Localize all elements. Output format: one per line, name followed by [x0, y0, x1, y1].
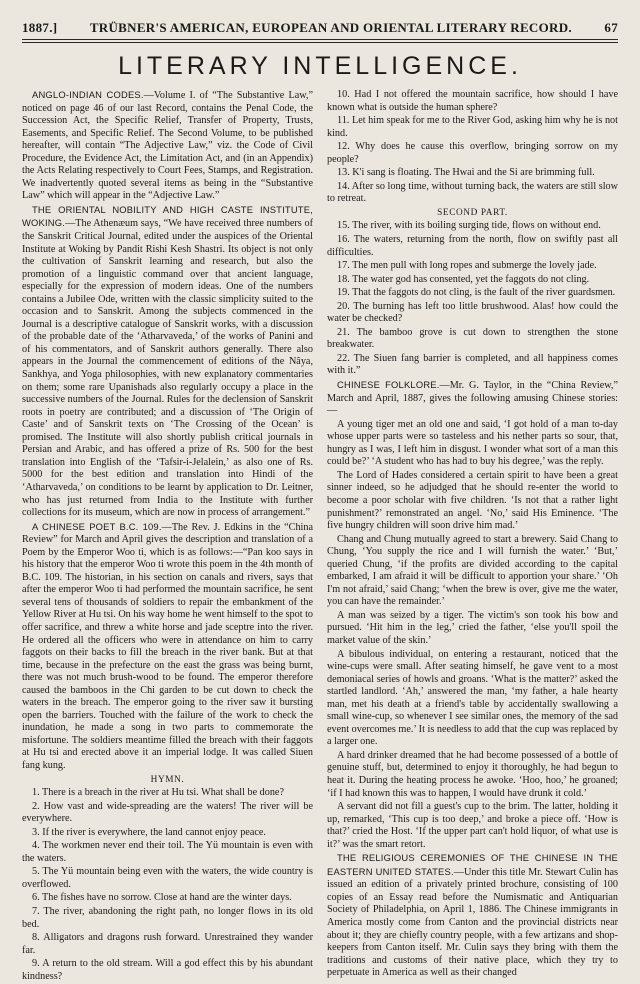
text-columns — [22, 89, 618, 984]
article-heading: THE RELIGIOUS CEREMONIES OF THE CHINESE IN THE EASTERN UNITED STATES. — [327, 852, 618, 877]
paragraph — [22, 787, 313, 800]
paragraph-text: A man was seized by a tiger. The victim's son took his bow and pursued. ‘Hit him in the leg,’ cried the father, ‘else you'll spoil the market value of the skin.’ — [327, 609, 618, 646]
paragraph-text: —Volume I. of “The Substantive Law,” noticed on page 46 of our last Record, contains the Penal Code, the Succession Act, the Specific Relief, Transfer of Property, Trusts, Easements, and Specific Relief. The Second Volume, to be published hereafter, will contain “The Adjective Law,” viz. the Code of Civil Procedure, the Evidence Act, the Limitation Act, and (in an Appendix) the Acts Relating respectively to Court Fees, Stamps, and Registration. We inadvertently quoted several items as being in the “Substantive Law” which will appear in the “Adjective Law.” — [22, 90, 313, 202]
paragraph — [22, 932, 313, 957]
paragraph-text: 14. After so long time, without turning back, the waters are still slow to retreat. — [327, 180, 618, 205]
paragraph-text: A young tiger met an old one and said, ‘I got hold of a man to-day whose upper parts were so tasteless and his nether parts so sour, that, hungry as I was, I left him in disgust. I wonder what sort of a man this could be?’ ‘A student who has had to buy his degree,’ was the reply. — [327, 418, 618, 468]
paragraph-text: A servant did not fill a guest's cup to the brim. The latter, holding it up, remarked, ‘This cup is too deep,’ and broke a piece off. ‘How is that?’ cried the Host. ‘If the upper part can't hold liquor, of what use is it?’ was the smart retort. — [327, 801, 618, 850]
paragraph-text: 4. The workmen never end their toil. The Yü mountain is even with the waters. — [22, 840, 313, 864]
paragraph-text: 11. Let him speak for me to the River God, asking him why he is not kind. — [327, 115, 618, 139]
article-heading: A CHINESE POET B.C. 109. — [32, 520, 162, 532]
running-head — [22, 20, 618, 36]
paragraph — [327, 801, 618, 851]
paragraph-text: —Mr. G. Taylor, in the “China Review,” March and April, 1887, gives the following amusing Chinese stories:— — [327, 380, 618, 417]
paragraph-text: 3. If the river is everywhere, the land cannot enjoy peace. — [32, 826, 266, 838]
paragraph — [22, 827, 313, 840]
right-column — [327, 89, 618, 981]
paragraph-text: 16. The waters, returning from the north, flow on swiftly past all difficulties. — [327, 234, 618, 258]
paragraph-text: 12. Why does he cause this overflow, bringing sorrow on my people? — [327, 141, 618, 165]
paragraph — [327, 167, 618, 180]
paragraph-text: A hard drinker dreamed that he had become possessed of a bottle of genuine stuff, but, determined to enjoy it thoroughly, he had begun to heat it. During the heating process he awoke. ‘Hoo, hoo,’ he groaned; ‘if I had known this was to happen, I would have drunk it cold.’ — [327, 749, 618, 799]
paragraph-text: 18. The water god has consented, yet the faggots do not cling. — [337, 273, 590, 285]
paragraph — [327, 181, 618, 206]
header-rule-thin — [22, 42, 618, 43]
paragraph — [327, 610, 618, 648]
paragraph-text: 5. The Yü mountain being even with the waters, the wide country is overflowed. — [22, 866, 313, 890]
paragraph-text: 21. The bamboo grove is cut down to strengthen the stone breakwater. — [327, 326, 618, 351]
paragraph-text: —Under this title Mr. Stewart Culin has issued an edition of a privately printed brochure, consisting of 100 copies of an Essay read before the Numismatic and Antiquarian Society of Philadelphia, on April 1, 1886. The Chinese immigrants in America mostly come from Canton and the provincial districts near about it; they are chiefly country people, with a few artizans and shop-keepers from Canton itself. Mr. Culin says they bring with them the traditions and customs of their native place, which they try to perpetuate in America as well as their changed — [327, 866, 618, 979]
paragraph — [327, 327, 618, 352]
article-paragraph — [327, 852, 618, 979]
paragraph — [22, 840, 313, 865]
article-paragraph — [22, 89, 313, 203]
paragraph-text: —The Athenæum says, “We have received three numbers of the Sanskrit Critical Journal, edited under the auspices of the Oriental Institute at Woking by Pandit Rishi Kesh Shastri. Its object is not only the cultivation of Sanskrit learning and research, but also the promotion of a linguistic command over that ancient language, especially for the expression of modern ideas. One of the numbers contains a Jubilee Ode, written with the classic simplicity suited to the occasion and to Sanskrit. Among the subjects commenced in the Journal is a descriptive catalogue of Sanskrit works, with a discussion of the probable date of the ‘Atharvaveda,’ of the works of Panini and of his commentators, and of Sanskrit authors generally. There also appears in the Journal the commencement of editions of the Nâya, Sankhya, and Yoga philosophies, with new explanatory commentaries on them; some rare Upanishads also regularly occupy a place in the successive numbers of the Journal. Rules for the declension of Sanskrit roots in poetry are contributed; and a discussion of ‘The Origin of Caste’ and of Sanskrit texts on ‘The Crossing of the Ocean’ is promised. The Institute will also shortly publish critical journals in Persian and Arabic, and has offered a prize of Rs. 500 for the best translation into English of the ‘Tafsir-i-Jelalein,’ as also one of Rs. 5000 for the best edition and translation into Hindi of the ‘Atharvaveda,’ on conditions to be learnt by application to Dr. Leitner, who has just returned from India to the Institute with further collections for its museum, which are now in process of arrangement.” — [22, 218, 313, 519]
paragraph-text: 10. Had I not offered the mountain sacrifice, how should I have known what is outside the human sphere? — [327, 89, 618, 113]
paragraph — [327, 353, 618, 378]
article-heading: CHINESE FOLKLORE. — [337, 379, 440, 391]
article-paragraph — [22, 521, 313, 773]
article-heading: ANGLO-INDIAN CODES. — [32, 89, 144, 100]
paragraph-text: 2. How vast and wide-spreading are the waters! The river will be everywhere. — [22, 800, 313, 825]
paragraph — [327, 470, 618, 533]
paragraph — [22, 866, 313, 891]
journal-title: TRÜBNER'S AMERICAN, EUROPEAN AND ORIENTAL LITERARY RECORD. — [89, 20, 572, 35]
paragraph-text: A bibulous individual, on entering a restaurant, noticed that the wine-cups were small. After seating himself, he gave vent to a most demoniacal series of howls and groans. ‘What is the matter?’ asked the startled landlord. ‘Ah,’ answered the man, ‘my father, a hale hearty man, met his death at a friend's table by accidentally swallowing a small wine-cup, so whenever I see similar ones, the memory of the sad event overcomes me.’ It is needless to add that the cup was replaced by a larger one. — [327, 648, 618, 748]
article-paragraph — [327, 379, 618, 418]
paragraph — [22, 906, 313, 931]
paragraph — [327, 260, 618, 273]
paragraph — [327, 649, 618, 749]
header-rule — [22, 39, 618, 40]
paragraph — [327, 89, 618, 114]
paragraph — [327, 287, 618, 300]
article-paragraph — [22, 204, 313, 520]
subheading: SECOND PART. — [437, 207, 508, 218]
paragraph-text: 6. The fishes have no sorrow. Close at hand are the winter days. — [32, 892, 292, 904]
paragraph — [327, 301, 618, 326]
paragraph-text: 17. The men pull with long ropes and submerge the lovely jade. — [337, 260, 597, 272]
paragraph — [327, 141, 618, 166]
paragraph — [327, 234, 618, 259]
paragraph-text: —The Rev. J. Edkins in the “China Review” for March and April gives the description and translation of a Poem by the Emperor Woo ti, which is as follows:—“Pan koo says in his history that the emperor Woo ti wrote this poem in the 4th month of B.C. 109. The historian, in his section on canals and rivers, says that after the emperor Woo ti had performed the mountain sacrifice, he sent several tens of thousands of soldiers to repair the embankment of the Yellow River at Hu tsi. On his way home he went himself to the spot to offer sacrifice, and threw a white horse and jade sceptre into the river. He ordered all the officers who were in attendance on him to carry faggots on their backs to fill the breach in the river bank. But at that time, because in the prefecture on the east the grass was being burnt, there was not much brush-wood to be found. The emperor therefore caused the bamboos in the Chi garden to be cut down to check the waters in the breach. The emperor going to the river saw it bursting open the barriers. Touched with the failure of the work to check the inundation, he made a song in two parts to commemorate the misfortune. The soldiers meantime filled the breach with their faggots at Hu tsi and erected above it an imperial lodge. It was called Siuen fang kung. — [22, 521, 313, 771]
paragraph — [327, 534, 618, 609]
paragraph-text: The Lord of Hades considered a certain spirit to have been a great sinner indeed, so he adjudged that he should re-enter the world to become a poor scholar with five children. ‘Is not that a rather light punishment?’ remonstrated an angel. ‘No,’ said His Eminence. ‘The five hungry children will soon drive him mad.’ — [327, 469, 618, 532]
subheading: HYMN. — [150, 774, 185, 785]
paragraph-text: 22. The Siuen fang barrier is completed, and all happiness comes with it.” — [327, 352, 618, 377]
paragraph-text: 20. The burning has left too little brushwood. Alas! how could the water be checked? — [327, 300, 618, 325]
paragraph-text: Chang and Chung mutually agreed to start a brewery. Said Chang to Chung, ‘You supply the rice and I will furnish the water.’ ‘But,’ queried Chung, ‘if the profits are divided according to the capital embarked, I am afraid it will be difficult to apportion your share.’ ‘Oh I'm not afraid,’ said Chang; ‘when the brew is over, give me the water, you can have the remainder.’ — [327, 533, 618, 608]
paragraph-text: 9. A return to the old stream. Will a god effect this by his abundant kindness? — [22, 958, 313, 982]
paragraph — [327, 220, 618, 233]
paragraph — [327, 750, 618, 800]
paragraph-text: 13. K'i sang is floating. The Hwai and the Si are brimming full. — [337, 167, 595, 179]
paragraph-text: 15. The river, with its boiling surging tide, flows on without end. — [337, 220, 601, 232]
page-number: 67 — [604, 20, 618, 35]
paragraph — [22, 801, 313, 826]
paragraph — [327, 274, 618, 287]
paragraph — [22, 958, 313, 983]
paragraph-text: 7. The river, abandoning the right path, no longer flows in its old bed. — [22, 906, 313, 930]
header-year: 1887.] — [22, 20, 58, 35]
paragraph-text: 1. There is a breach in the river at Hu tsi. What shall be done? — [32, 787, 284, 799]
article-heading: THE ORIENTAL NOBILITY AND HIGH CASTE INSTITUTE, WOKING. — [22, 203, 313, 229]
section-title: LITERARY INTELLIGENCE. — [118, 52, 522, 80]
paragraph — [327, 115, 618, 140]
left-column — [22, 89, 313, 984]
paragraph-text: 19. That the faggots do not cling, is the fault of the river guardsmen. — [337, 287, 616, 299]
paragraph — [22, 892, 313, 905]
paragraph — [327, 419, 618, 469]
paragraph-text: 8. Alligators and dragons rush forward. Unrestrained they wander far. — [22, 932, 313, 956]
